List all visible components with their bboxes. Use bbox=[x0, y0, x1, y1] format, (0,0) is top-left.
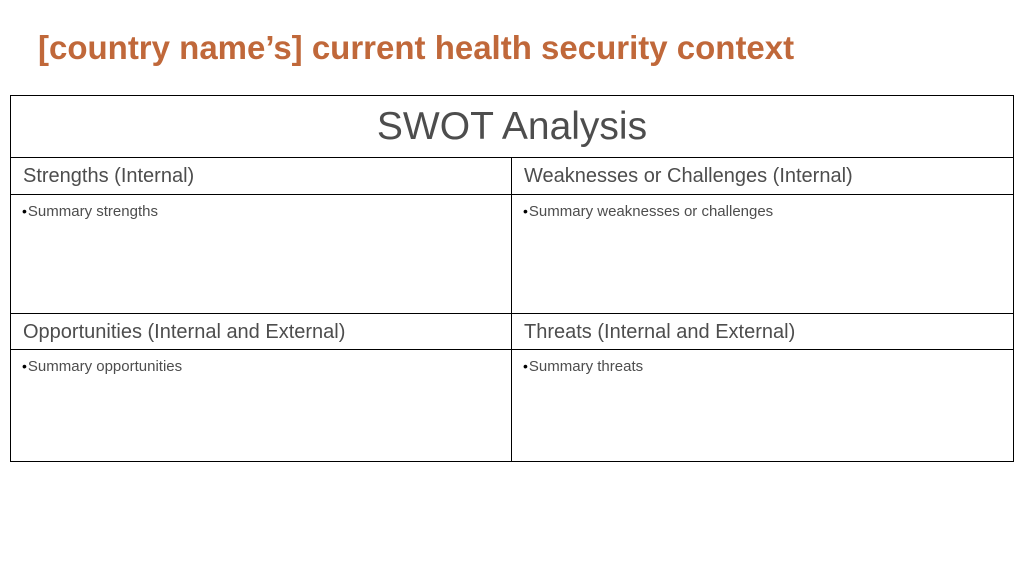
opportunities-bullet bbox=[22, 358, 511, 376]
swot-body-row-internal bbox=[11, 195, 1013, 314]
swot-title: SWOT Analysis bbox=[376, 104, 648, 148]
bullet-dot-icon: • bbox=[523, 358, 528, 374]
opportunities-cell bbox=[11, 350, 512, 461]
swot-table bbox=[10, 95, 1014, 462]
swot-header-row-internal bbox=[11, 158, 1013, 195]
strengths-cell bbox=[11, 195, 512, 313]
swot-header-row-external bbox=[11, 314, 1013, 350]
bullet-dot-icon: • bbox=[523, 203, 528, 219]
weaknesses-summary: Summary weaknesses or challenges bbox=[528, 203, 774, 220]
weaknesses-bullet bbox=[523, 203, 1013, 221]
threats-cell bbox=[512, 350, 1013, 461]
weaknesses-cell bbox=[512, 195, 1013, 313]
swot-title-row bbox=[11, 96, 1013, 158]
swot-body-row-external bbox=[11, 350, 1013, 461]
opportunities-header: Opportunities (Internal and External) bbox=[11, 314, 512, 349]
bullet-dot-icon: • bbox=[22, 203, 27, 219]
weaknesses-header: Weaknesses or Challenges (Internal) bbox=[524, 165, 853, 187]
threats-header: Threats (Internal and External) bbox=[524, 321, 796, 343]
threats-summary: Summary threats bbox=[528, 358, 644, 375]
bullet-dot-icon: • bbox=[22, 358, 27, 374]
opportunities-summary: Summary opportunities bbox=[27, 358, 183, 375]
slide-title: [country name’s] current health security context bbox=[38, 29, 795, 66]
threats-bullet bbox=[523, 358, 1013, 376]
strengths-bullet bbox=[22, 203, 511, 221]
strengths-header: Strengths (Internal) bbox=[11, 158, 512, 194]
strengths-summary: Summary strengths bbox=[27, 203, 158, 220]
